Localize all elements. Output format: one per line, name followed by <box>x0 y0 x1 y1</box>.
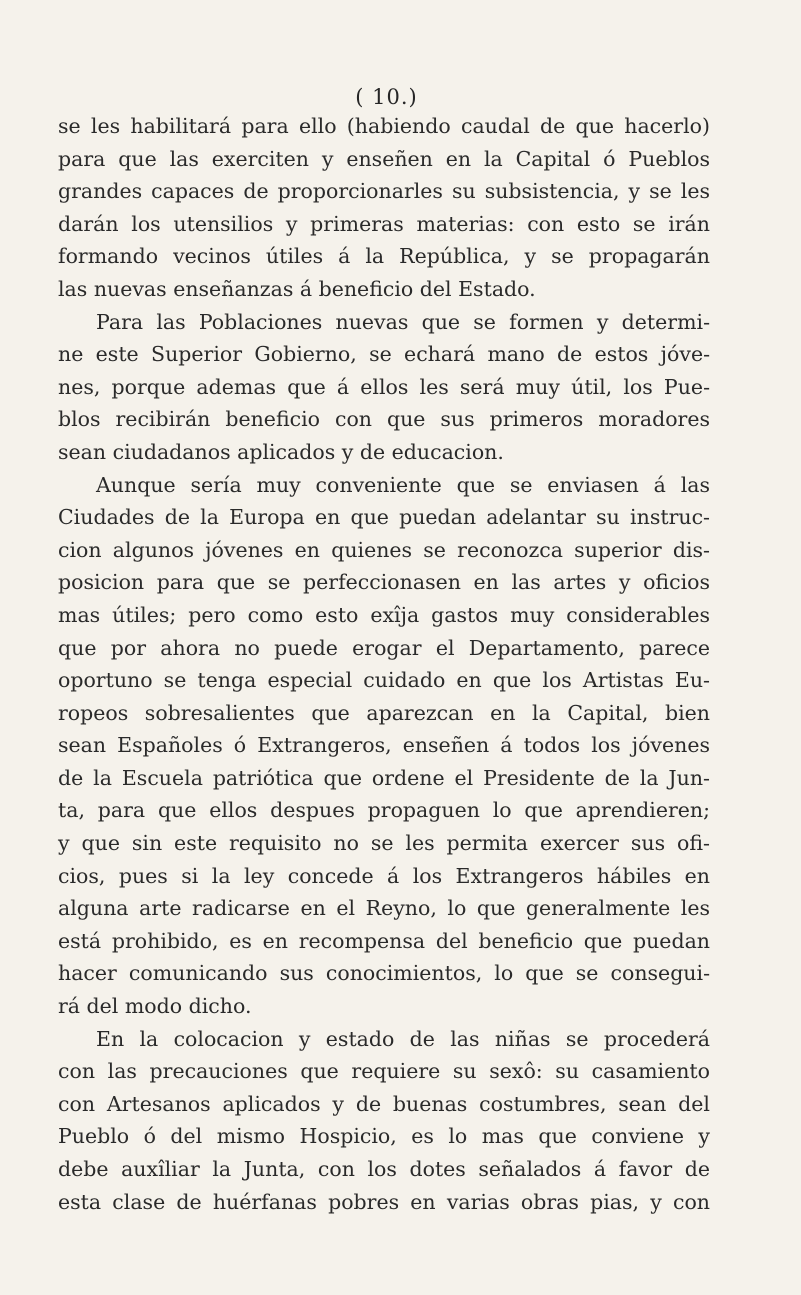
text-line: alguna arte radicarse en el Reyno, lo que generalmente les <box>58 896 710 921</box>
text-line: En la colocacion y estado de las niñas se procederá <box>96 1026 710 1051</box>
text-line: ta, para que ellos despues propaguen lo que aprendieren; <box>58 798 710 823</box>
body-text <box>58 110 710 1218</box>
text-line: sean ciudadanos aplicados y de educacion. <box>58 439 504 464</box>
text-line: formando vecinos útiles á la República, y se propagarán <box>58 244 710 269</box>
text-line: Pueblo ó del mismo Hospicio, es lo mas que conviene y <box>58 1124 710 1149</box>
text-line: cion algunos jóvenes en quienes se reconozca superior dis- <box>58 537 710 562</box>
text-line: darán los utensilios y primeras materias: con esto se irán <box>58 211 710 236</box>
text-line: blos recibirán beneficio con que sus primeros moradores <box>58 407 710 432</box>
text-line: ne este Superior Gobierno, se echará mano de estos jóve- <box>58 342 710 367</box>
text-line: se les habilitará para ello (habiendo caudal de que hacerlo) <box>58 114 710 138</box>
page-number: ( 10.) <box>355 85 418 109</box>
text-line: de la Escuela patriótica que ordene el Presidente de la Jun- <box>58 765 710 790</box>
text-line: esta clase de huérfanas pobres en varias obras pias, y con <box>58 1189 710 1214</box>
text-line: que por ahora no puede erogar el Departamento, parece <box>58 635 710 660</box>
text-line: y que sin este requisito no se les permita exercer sus ofi- <box>58 831 710 856</box>
text-line: con Artesanos aplicados y de buenas costumbres, sean del <box>58 1091 710 1116</box>
text-line: Aunque sería muy conveniente que se enviasen á las <box>96 472 710 497</box>
text-line: está prohibido, es en recompensa del beneficio que puedan <box>58 928 710 953</box>
text-line: mas útiles; pero como esto exîja gastos muy considerables <box>58 602 710 627</box>
text-line: hacer comunicando sus conocimientos, lo que se consegui- <box>58 961 710 986</box>
text-line: Ciudades de la Europa en que puedan adelantar su instruc- <box>58 505 710 530</box>
paragraph <box>58 110 710 306</box>
text-line: para que las exerciten y enseñen en la Capital ó Pueblos <box>58 146 710 171</box>
text-line: cios, pues si la ley concede á los Extrangeros hábiles en <box>58 863 710 888</box>
text-line: posicion para que se perfeccionasen en las artes y oficios <box>58 570 710 595</box>
text-line: debe auxîliar la Junta, con los dotes señalados á favor de <box>58 1157 710 1181</box>
paragraph <box>58 1023 710 1219</box>
text-line: las nuevas enseñanzas á beneficio del Estado. <box>58 276 536 301</box>
paragraph <box>58 469 710 1023</box>
text-line: Para las Poblaciones nuevas que se formen y determi- <box>96 309 710 334</box>
text-line: ropeos sobresalientes que aparezcan en la Capital, bien <box>58 700 710 725</box>
text-line: nes, porque ademas que á ellos les será muy útil, los Pue- <box>58 374 710 399</box>
text-line: sean Españoles ó Extrangeros, enseñen á todos los jóvenes <box>58 733 710 758</box>
text-line: oportuno se tenga especial cuidado en que los Artistas Eu- <box>58 668 710 693</box>
text-line: rá del modo dicho. <box>58 994 252 1019</box>
paragraph <box>58 306 710 469</box>
text-line: con las precauciones que requiere su sexô: su casamiento <box>58 1059 710 1084</box>
text-line: grandes capaces de proporcionarles su subsistencia, y se les <box>58 179 710 204</box>
